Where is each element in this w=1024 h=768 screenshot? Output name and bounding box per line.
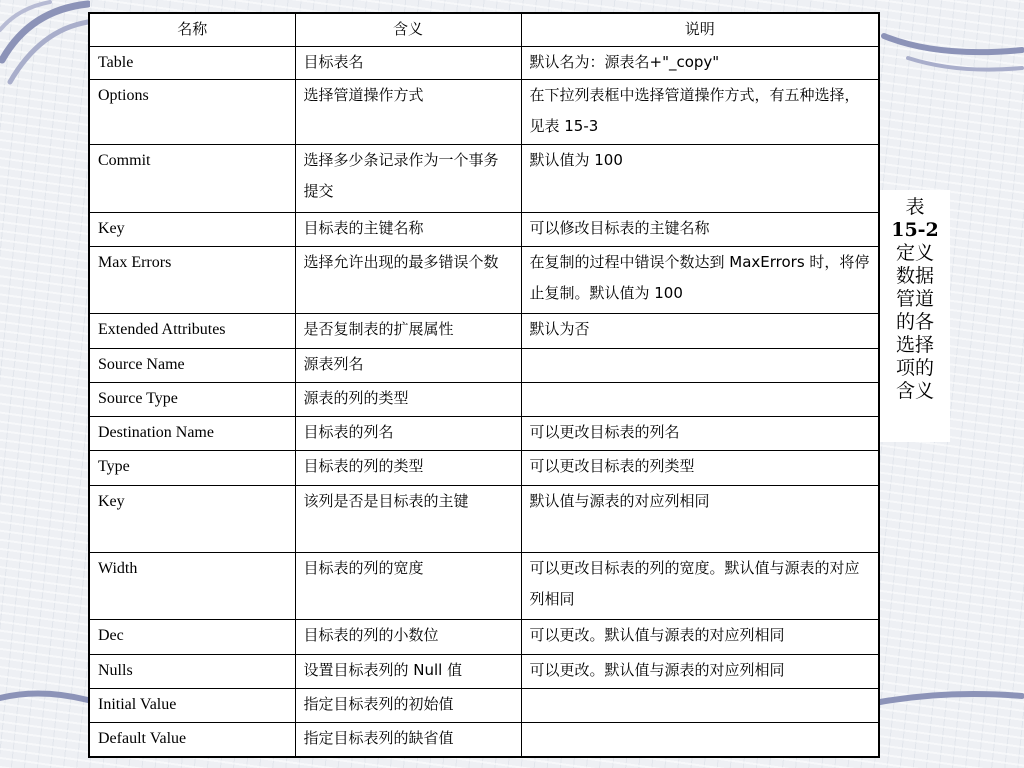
cell-name: Default Value [89,723,295,757]
cell-meaning: 目标表的主键名称 [295,212,521,246]
cell-meaning: 目标表的列的类型 [295,451,521,485]
caption-line: 选择 [895,334,934,356]
table-row [89,145,879,212]
table-row [89,382,879,416]
caption-line: 管道 [895,288,934,310]
cell-description: 默认值为 100 [521,145,879,212]
cell-name: Key [89,485,295,552]
caption-line: 表 [905,196,925,218]
cell-name: Nulls [89,654,295,688]
cell-description: 可以更改。默认值与源表的对应列相同 [521,620,879,654]
bottom-right-swoosh-decoration [878,680,1024,720]
cell-description [521,382,879,416]
pipeline-options-table [88,12,880,758]
top-right-swoosh-decoration [878,28,1024,88]
table-row [89,246,879,313]
cell-description: 可以更改目标表的列名 [521,417,879,451]
cell-name: Table [89,46,295,79]
cell-description: 在复制的过程中错误个数达到 MaxErrors 时，将停止复制。默认值为 100 [521,246,879,313]
caption-line: 数据 [895,265,934,287]
table-caption [880,190,950,442]
table-row [89,417,879,451]
cell-meaning: 设置目标表列的 Null 值 [295,654,521,688]
cell-name: Dec [89,620,295,654]
caption-line: 定义 [895,242,934,264]
cell-meaning: 源表列名 [295,348,521,382]
header-description: 说明 [521,13,879,46]
cell-meaning: 目标表的列的宽度 [295,552,521,619]
cell-description: 默认值与源表的对应列相同 [521,485,879,552]
cell-name: Destination Name [89,417,295,451]
table-row [89,46,879,79]
cell-name: Width [89,552,295,619]
cell-name: Extended Attributes [89,314,295,348]
table-row [89,552,879,619]
bottom-left-swoosh-decoration [0,680,90,720]
table-row [89,620,879,654]
table-row [89,314,879,348]
cell-meaning: 是否复制表的扩展属性 [295,314,521,348]
cell-meaning: 选择管道操作方式 [295,79,521,144]
cell-meaning: 该列是否是目标表的主键 [295,485,521,552]
cell-meaning: 选择允许出现的最多错误个数 [295,246,521,313]
caption-line: 的各 [895,311,934,333]
cell-name: Source Name [89,348,295,382]
cell-name: Type [89,451,295,485]
cell-meaning: 目标表的列的小数位 [295,620,521,654]
cell-meaning: 指定目标表列的缺省值 [295,723,521,757]
cell-description: 默认名为：源表名+"_copy" [521,46,879,79]
cell-description: 默认为否 [521,314,879,348]
cell-name: Source Type [89,382,295,416]
cell-description: 可以更改。默认值与源表的对应列相同 [521,654,879,688]
top-left-swoosh-decoration [0,0,90,90]
cell-description: 可以修改目标表的主键名称 [521,212,879,246]
table-row [89,451,879,485]
cell-description [521,723,879,757]
cell-meaning: 目标表名 [295,46,521,79]
caption-line: 15-2 [891,219,939,241]
cell-name: Options [89,79,295,144]
table-row [89,212,879,246]
cell-description [521,688,879,722]
cell-meaning: 源表的列的类型 [295,382,521,416]
table-row [89,348,879,382]
caption-line: 含义 [895,380,934,402]
table-row [89,723,879,757]
cell-meaning: 指定目标表列的初始值 [295,688,521,722]
header-meaning: 含义 [295,13,521,46]
header-name: 名称 [89,13,295,46]
cell-name: Commit [89,145,295,212]
caption-line: 项的 [895,357,934,379]
table-row [89,485,879,552]
table-row [89,79,879,144]
cell-meaning: 目标表的列名 [295,417,521,451]
cell-description [521,348,879,382]
cell-meaning: 选择多少条记录作为一个事务提交 [295,145,521,212]
table-row [89,688,879,722]
cell-name: Key [89,212,295,246]
cell-name: Max Errors [89,246,295,313]
cell-name: Initial Value [89,688,295,722]
cell-description: 可以更改目标表的列的宽度。默认值与源表的对应列相同 [521,552,879,619]
table-row [89,654,879,688]
cell-description: 在下拉列表框中选择管道操作方式，有五种选择，见表 15-3 [521,79,879,144]
table-header-row [89,13,879,46]
cell-description: 可以更改目标表的列类型 [521,451,879,485]
